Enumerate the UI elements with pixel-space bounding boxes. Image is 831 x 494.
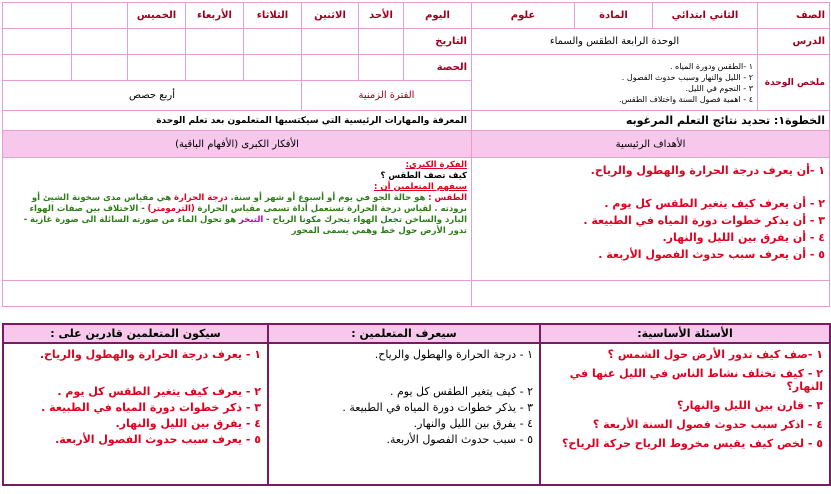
question-item: ٢ - كيف تختلف نشاط الناس في الليل عنها في النهار؟ (569, 367, 823, 393)
able-item: ٣ - ذكر خطوات دورة المياه في الطبيعة . (41, 401, 261, 414)
big-idea-label: الفكرة الكبرى: (405, 160, 467, 170)
big-ideas-body (3, 158, 472, 281)
step-title: الخطوة١: تحديد نتائج التعلم المرغوبه (472, 111, 830, 131)
goal-item: ١ -أن يعرف درجة الحرارة والهطول والرياح. (590, 164, 825, 177)
day-label: اليوم (404, 3, 472, 29)
day-tuesday: الثلاثاء (244, 3, 302, 29)
thermometer-term: (الترمومتر) (147, 204, 195, 214)
learners-know-list (268, 343, 540, 485)
learners-know-header: سيعرف المتعلمين : (268, 324, 540, 343)
questions-header: الأسئلة الأساسية: (540, 324, 830, 343)
evaporation-text: هو تحول الماء من صورته السائلة الى صورة غازية (30, 215, 237, 225)
temperature-term: درجة الحرارة (173, 193, 228, 203)
weather-term: الطقس : (428, 193, 467, 203)
lesson-value: الوحدة الرابعة الطقس والسماء (472, 29, 758, 55)
know-item: ٤ - يفرق بين الليل والنهار. (413, 417, 533, 430)
big-idea-text: كيف تصف الطقس ؟ (380, 171, 467, 181)
evaporation-term: التبخر (238, 215, 264, 225)
axis-text: - تدور الأرض حول خط وهمي يسمى المحور (23, 215, 467, 236)
goal-item: ٣ - أن يذكر خطوات دورة المياه في الطبيعة . (583, 214, 825, 227)
day-thursday: الخميس (128, 3, 186, 29)
big-ideas-header: الأفكار الكبرى (الأفهام الباقية) (3, 131, 472, 158)
temperature-text: هي مقياس مدى سخونة الشيئ أو برودته . (31, 193, 467, 214)
questions-list (540, 343, 830, 485)
subject-value: علوم (472, 3, 575, 29)
goals-list (472, 158, 830, 281)
know-item: ١ - درجة الحرارة والهطول والرياح. (374, 348, 533, 361)
summary-item: ٣ - النجوم في الليل. (685, 83, 753, 93)
knowledge-heading: المعرفة والمهارات الرئيسية التي سيكتسبها المتعلمون بعد تعلم الوحدة (3, 111, 472, 131)
time-label: الفترة الزمنية (302, 81, 472, 111)
time-value: أربع حصص (3, 81, 302, 111)
question-item: ٣ - قارن بين الليل والنهار؟ (676, 399, 823, 412)
day-monday: الاثنين (302, 3, 359, 29)
day-sunday: الأحد (359, 3, 404, 29)
learners-able-list (3, 343, 268, 485)
grade-label: الصف (758, 3, 830, 29)
goals-header: الأهداف الرئيسية (472, 131, 830, 158)
able-item: ٤ - يفرق بين الليل والنهار. (115, 417, 261, 430)
learners-label: سيفهم المتعلمين أن : (373, 182, 467, 192)
question-item: ٥ - لخص كيف يقيس مخروط الرياح حركة الرياح؟ (562, 437, 823, 450)
summary-item: ١ -الطقس ودورة المياه . (669, 61, 753, 71)
date-label: التاريخ (404, 29, 472, 55)
measure-text: لقياس درجة الحرارة تستعمل أداة تسمى مقياس الحرارة (197, 204, 432, 214)
period-label: الحصة (404, 55, 472, 81)
goal-item: ٢ - أن يعرف كيف يتغير الطقس كل يوم . (604, 197, 825, 210)
able-item: ٢ - يعرف كيف يتغير الطقس كل يوم . (57, 385, 261, 398)
question-item: ١ -صف كيف تدور الأرض حول الشمس ؟ (607, 348, 823, 361)
unit-plan-table (2, 2, 830, 307)
know-item: ٢ - كيف يتغير الطقس كل يوم . (389, 385, 533, 398)
summary-list (472, 55, 758, 111)
able-item: ٥ - يعرف سبب حدوث الفصول الأربعة. (55, 433, 261, 446)
goal-item: ٥ - أن يعرف سبب حدوث الفصول الأربعة . (598, 248, 825, 261)
able-item: ١ - يعرف درجة الحرارة والهطول والرياح. (39, 348, 261, 361)
summary-label: ملخص الوحدة (758, 55, 830, 111)
question-item: ٤ - اذكر سبب حدوث فصول السنة الأربعة ؟ (592, 418, 823, 431)
goal-item: ٤ - أن يفرق بين الليل والنهار. (662, 231, 825, 244)
know-item: ٣ - يذكر خطوات دورة المياه في الطبيعة . (342, 401, 533, 414)
subject-label: المادة (575, 3, 653, 29)
day-wednesday: الأربعاء (186, 3, 244, 29)
essential-questions-table (2, 323, 831, 486)
know-item: ٥ - سبب حدوث الفصول الأربعة. (386, 433, 533, 446)
difference-text: - الاختلاف بين صفات الهواء البارد والساخن تجعل الهواء يتحرك مكونا الرياح - (29, 204, 467, 225)
learners-able-header: سيكون المتعلمين قادرين على : (3, 324, 268, 343)
weather-definition: هو حالة الجو في يوم أو أسبوع أو شهر أو سنة. (230, 193, 426, 203)
summary-item: ٢ - الليل والنهار وسبب حدوث الفصول . (621, 72, 753, 82)
summary-item: ٤ - اهمية فصول السنة واختلاف الطقس. (619, 94, 753, 104)
lesson-label: الدرس (758, 29, 830, 55)
grade-value: الثاني ابتدائي (653, 3, 758, 29)
